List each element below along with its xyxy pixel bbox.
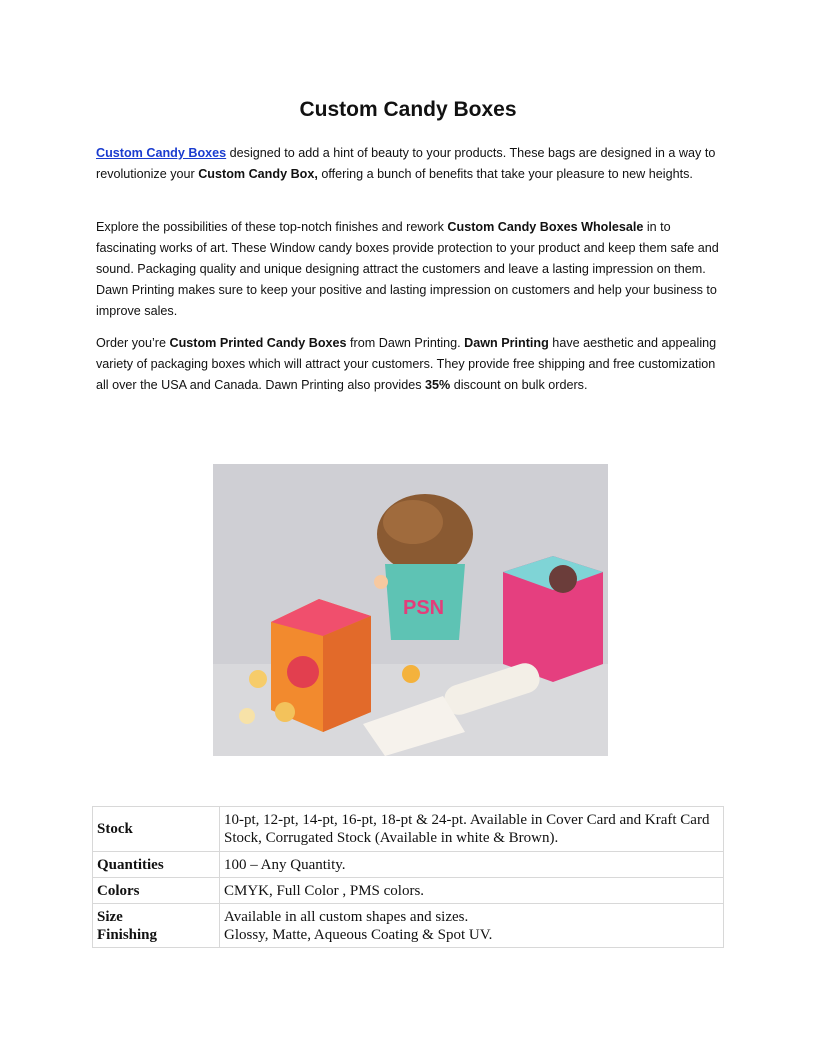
table-row	[93, 878, 724, 904]
candy-boxes-photo	[213, 464, 608, 756]
bold-text: Custom Candy Boxes Wholesale	[447, 220, 644, 234]
spec-value: Glossy, Matte, Aqueous Coating & Spot UV.	[224, 926, 493, 943]
table-row	[93, 852, 724, 878]
spec-value: 100 – Any Quantity.	[220, 852, 724, 878]
spec-value: CMYK, Full Color , PMS colors.	[220, 878, 724, 904]
spec-key: Finishing	[97, 926, 158, 943]
spec-key: Size	[97, 908, 123, 925]
bold-text: Custom Printed Candy Boxes	[169, 336, 347, 350]
intro-paragraph	[96, 143, 724, 185]
bold-text: Custom Candy Box,	[198, 167, 318, 181]
spec-key: Quantities	[93, 852, 220, 878]
text: in to fascinating works of art. These Window candy boxes provide protection to your product and keep them safe and sound. Packaging quality and unique designing attract the customers and leave a lasting impression on them. Dawn Printing makes sure to keep your positive and lasting impression on customers and help your business to improve sales.	[96, 220, 719, 318]
text: Explore the possibilities of these top-notch finishes and rework	[96, 220, 448, 234]
spec-key: Stock	[93, 807, 220, 852]
spec-table	[92, 806, 724, 948]
spec-key: Colors	[93, 878, 220, 904]
table-row	[93, 807, 724, 852]
spec-key-group	[93, 904, 220, 948]
custom-candy-boxes-link[interactable]: Custom Candy Boxes	[96, 146, 227, 160]
spec-value: 10-pt, 12-pt, 14-pt, 16-pt, 18-pt & 24-pt. Available in Cover Card and Kraft Card Stock, Corrugated Stock (Available in white & Brown).	[220, 807, 724, 852]
text: Order you’re	[96, 336, 170, 350]
logo-text: PSN	[403, 597, 445, 619]
candy-boxes-illustration	[213, 464, 608, 756]
bold-text: 35%	[425, 378, 451, 392]
spec-value: Available in all custom shapes and sizes.	[224, 908, 469, 925]
text: have aesthetic and appealing variety of packaging boxes which will attract your customers. They provide free shipping and free customization all over the USA and Canada. Dawn Printing also provides	[96, 336, 717, 392]
order-paragraph	[96, 333, 724, 396]
spec-value-group	[220, 904, 724, 948]
text: from Dawn Printing.	[346, 336, 465, 350]
bold-text: Dawn Printing	[464, 336, 549, 350]
table-row	[93, 904, 724, 948]
text: discount on bulk orders.	[450, 378, 588, 392]
page-title: Custom Candy Boxes	[299, 98, 517, 121]
text: designed to add a hint of beauty to your products. These bags are designed in a way to revolutionize your	[96, 146, 716, 181]
explore-paragraph	[96, 217, 724, 322]
text: offering a bunch of benefits that take your pleasure to new heights.	[317, 167, 693, 181]
